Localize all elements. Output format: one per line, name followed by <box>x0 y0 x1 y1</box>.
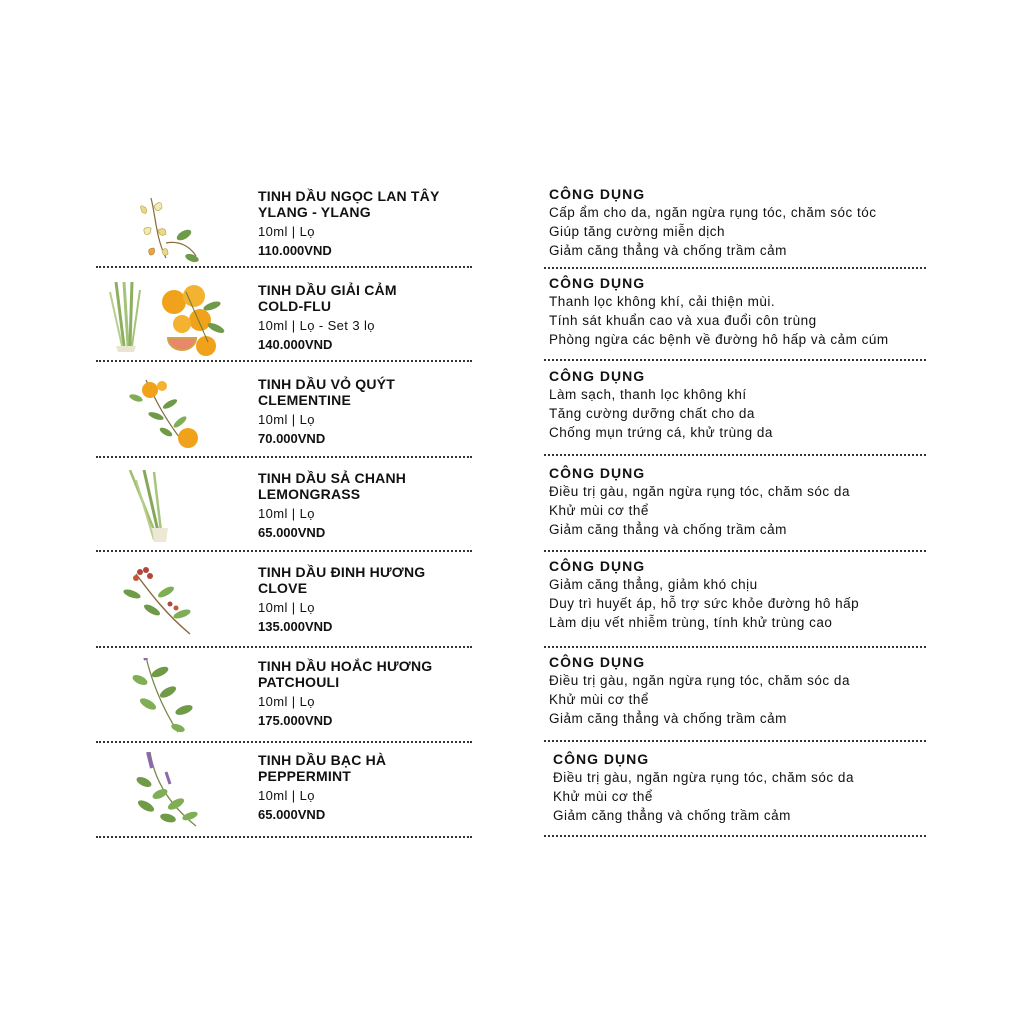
uses-heading: CÔNG DỤNG <box>549 368 646 384</box>
divider <box>96 646 472 648</box>
product-info <box>258 376 472 447</box>
uses-heading: CÔNG DỤNG <box>553 751 650 767</box>
uses-block <box>549 185 929 260</box>
product-info <box>258 470 472 541</box>
product-info <box>258 188 472 259</box>
divider <box>96 550 472 552</box>
product-name-line1: TINH DẦU NGỌC LAN TÂY <box>258 188 440 204</box>
uses-line: Điều trị gàu, ngăn ngừa rụng tóc, chăm sóc da <box>553 770 854 785</box>
uses-line: Chống mụn trứng cá, khử trùng da <box>549 425 773 440</box>
ylang-ylang-flower-icon <box>96 188 246 276</box>
divider <box>96 741 472 743</box>
product-info <box>258 752 472 823</box>
uses-line: Giảm căng thẳng và chống trầm cảm <box>549 243 787 258</box>
product-spec: 10ml | Lọ - Set 3 lọ <box>258 318 375 333</box>
product-info <box>258 564 472 635</box>
uses-line: Giảm căng thẳng và chống trầm cảm <box>549 522 787 537</box>
product-price: 110.000VND <box>258 243 332 258</box>
product-info <box>258 282 472 353</box>
uses-line: Khử mùi cơ thể <box>549 692 649 707</box>
product-name-line2: PEPPERMINT <box>258 768 352 784</box>
uses-block <box>549 464 929 539</box>
product-price: 65.000VND <box>258 807 326 822</box>
uses-line: Làm dịu vết nhiễm trùng, tính khử trùng cao <box>549 615 833 630</box>
product-spec: 10ml | Lọ <box>258 224 315 239</box>
uses-line: Làm sạch, thanh lọc không khí <box>549 387 747 402</box>
product-name-line1: TINH DẦU SẢ CHANH <box>258 470 407 486</box>
product-price: 70.000VND <box>258 431 326 446</box>
uses-line: Khử mùi cơ thể <box>553 789 653 804</box>
product-spec: 10ml | Lọ <box>258 412 315 427</box>
divider <box>96 266 472 268</box>
clove-branch-icon <box>96 564 246 652</box>
product-spec: 10ml | Lọ <box>258 600 315 615</box>
uses-line: Giúp tăng cường miễn dịch <box>549 224 725 239</box>
uses-line: Điều trị gàu, ngăn ngừa rụng tóc, chăm sóc da <box>549 484 850 499</box>
uses-line: Cấp ẩm cho da, ngăn ngừa rụng tóc, chăm sóc tóc <box>549 205 877 220</box>
divider <box>96 836 472 838</box>
clementine-branch-icon <box>96 376 246 464</box>
divider <box>544 454 926 456</box>
product-spec: 10ml | Lọ <box>258 694 315 709</box>
divider <box>96 456 472 458</box>
divider <box>544 359 926 361</box>
product-name-line1: TINH DẦU BẠC HÀ <box>258 752 387 768</box>
uses-line: Giảm căng thẳng, giảm khó chịu <box>549 577 758 592</box>
uses-line: Tăng cường dưỡng chất cho da <box>549 406 755 421</box>
divider <box>544 835 926 837</box>
uses-block <box>549 274 929 349</box>
uses-line: Phòng ngừa các bệnh về đường hô hấp và cảm cúm <box>549 332 889 347</box>
uses-block <box>549 367 929 442</box>
uses-line: Duy trì huyết áp, hỗ trợ sức khỏe đường hô hấp <box>549 596 860 611</box>
divider <box>96 360 472 362</box>
lemongrass-stalk-icon <box>96 470 246 558</box>
divider <box>544 267 926 269</box>
divider <box>544 646 926 648</box>
product-price: 140.000VND <box>258 337 333 352</box>
uses-line: Tính sát khuẩn cao và xua đuổi côn trùng <box>549 313 817 328</box>
uses-block <box>549 557 929 632</box>
product-name-line1: TINH DẦU HOẮC HƯƠNG <box>258 658 433 674</box>
lemongrass-grapefruit-icon <box>96 282 246 370</box>
product-name-line2: CLEMENTINE <box>258 392 351 408</box>
divider <box>544 550 926 552</box>
product-price: 135.000VND <box>258 619 333 634</box>
product-name-line1: TINH DẦU VỎ QUÝT <box>258 376 395 392</box>
product-name-line2: LEMONGRASS <box>258 486 361 502</box>
product-name-line1: TINH DẦU ĐINH HƯƠNG <box>258 564 426 580</box>
uses-block <box>549 653 929 728</box>
product-price: 65.000VND <box>258 525 326 540</box>
uses-line: Giảm căng thẳng và chống trầm cảm <box>549 711 787 726</box>
uses-heading: CÔNG DỤNG <box>549 465 646 481</box>
peppermint-plant-icon <box>96 752 246 840</box>
uses-heading: CÔNG DỤNG <box>549 186 646 202</box>
uses-heading: CÔNG DỤNG <box>549 654 646 670</box>
uses-line: Thanh lọc không khí, cải thiện mùi. <box>549 294 776 309</box>
uses-line: Giảm căng thẳng và chống trầm cảm <box>553 808 791 823</box>
product-name-line1: TINH DẦU GIẢI CẢM <box>258 282 397 298</box>
product-name-line2: CLOVE <box>258 580 308 596</box>
divider <box>544 740 926 742</box>
uses-line: Khử mùi cơ thể <box>549 503 649 518</box>
product-name-line2: YLANG - YLANG <box>258 204 371 220</box>
uses-heading: CÔNG DỤNG <box>549 275 646 291</box>
product-name-line2: PATCHOULI <box>258 674 340 690</box>
product-price: 175.000VND <box>258 713 333 728</box>
product-spec: 10ml | Lọ <box>258 506 315 521</box>
product-info <box>258 658 472 729</box>
product-name-line2: COLD-FLU <box>258 298 332 314</box>
patchouli-plant-icon <box>96 658 246 746</box>
product-spec: 10ml | Lọ <box>258 788 315 803</box>
uses-block <box>553 750 933 825</box>
uses-line: Điều trị gàu, ngăn ngừa rụng tóc, chăm sóc da <box>549 673 850 688</box>
uses-heading: CÔNG DỤNG <box>549 558 646 574</box>
